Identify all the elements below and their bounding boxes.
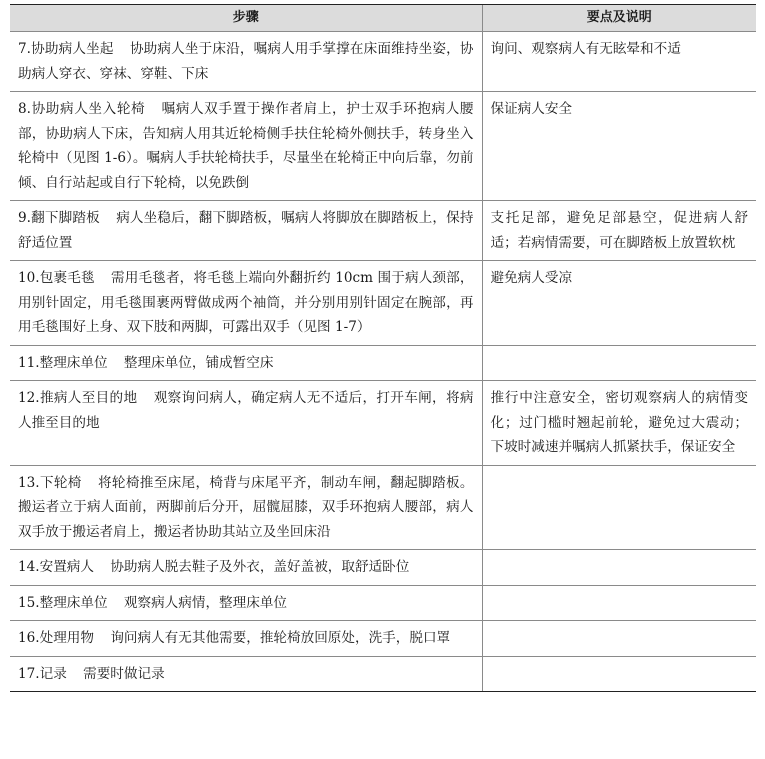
step-title: 7.协助病人坐起 [18, 41, 114, 57]
step-cell [10, 550, 482, 586]
note-cell [482, 465, 756, 550]
step-title: 11.整理床单位 [18, 354, 108, 371]
table-row [10, 92, 756, 201]
note-cell [482, 621, 756, 657]
step-text: 协助病人坐于床沿，嘱病人用手掌撑在床面维持坐姿，协助病人穿衣、穿袜、穿鞋、下床 [18, 41, 474, 82]
step-text: 观察病人病情，整理床单位 [123, 594, 288, 611]
table-row [10, 585, 756, 621]
note-cell: 避免病人受凉 [482, 261, 756, 346]
table-row [10, 465, 756, 550]
note-cell [482, 345, 756, 381]
step-text: 询问病人有无其他需要，推轮椅放回原处，洗手，脱口罩 [110, 630, 451, 646]
table-row [10, 656, 756, 692]
step-title: 15.整理床单位 [18, 594, 108, 611]
step-cell [10, 32, 482, 92]
step-text: 病人坐稳后，翻下脚踏板，嘱病人将脚放在脚踏板上，保持舒适位置 [18, 210, 474, 251]
step-cell [10, 656, 482, 692]
procedure-table [10, 4, 756, 692]
step-text: 需用毛毯者，将毛毯上端向外翻折约 10cm 围于病人颈部，用别针固定，用毛毯围裹两臂做成两个袖筒，并分别用别针固定在腕部，再用毛毯围好上身、双下肢和两脚，可露出双手（见图 1-7） [18, 270, 474, 335]
step-cell [10, 201, 482, 261]
step-title: 12.推病人至目的地 [18, 390, 138, 406]
step-cell [10, 585, 482, 621]
step-text: 观察询问病人，确定病人无不适后，打开车闸，将病人推至目的地 [18, 390, 474, 431]
step-title: 16.处理用物 [18, 630, 94, 646]
note-cell [482, 656, 756, 692]
table-row [10, 32, 756, 92]
table-row [10, 201, 756, 261]
note-cell [482, 550, 756, 586]
column-header-notes: 要点及说明 [482, 5, 756, 32]
step-cell [10, 92, 482, 201]
note-cell: 支托足部，避免足部悬空，促进病人舒适；若病情需要，可在脚踏板上放置软枕 [482, 201, 756, 261]
step-title: 17.记录 [18, 665, 67, 682]
step-text: 需要时做记录 [83, 665, 165, 682]
step-text: 嘱病人双手置于操作者肩上，护士双手环抱病人腰部，协助病人下床，告知病人用其近轮椅侧手扶住轮椅外侧扶手，转身坐入轮椅中（见图 1-6）。嘱病人手扶轮椅扶手，尽量坐在轮椅正中向后靠，勿前倾、自行站起或自行下轮椅，以免跌倒 [18, 101, 474, 191]
note-cell: 保证病人安全 [482, 92, 756, 201]
column-header-steps: 步骤 [10, 5, 482, 32]
table-header-row [10, 5, 756, 32]
note-cell: 询问、观察病人有无眩晕和不适 [482, 32, 756, 92]
step-cell [10, 465, 482, 550]
step-text: 协助病人脱去鞋子及外衣，盖好盖被，取舒适卧位 [110, 559, 410, 575]
table-row [10, 261, 756, 346]
step-title: 14.安置病人 [18, 559, 94, 575]
step-text: 将轮椅推至床尾，椅背与床尾平齐，制动车闸，翻起脚踏板。搬运者立于病人面前，两脚前后分开，屈髋屈膝，双手环抱病人腰部，病人双手放于搬运者肩上，搬运者协助其站立及坐回床沿 [18, 474, 474, 540]
step-text: 整理床单位，铺成暂空床 [123, 354, 274, 371]
note-cell [482, 585, 756, 621]
step-cell [10, 381, 482, 466]
table-row [10, 345, 756, 381]
step-title: 9.翻下脚踏板 [18, 210, 100, 226]
step-cell [10, 345, 482, 381]
step-cell [10, 261, 482, 346]
table-row [10, 381, 756, 466]
step-title: 10.包裹毛毯 [18, 270, 95, 286]
table-row [10, 621, 756, 657]
step-title: 13.下轮椅 [18, 474, 82, 491]
table-row [10, 550, 756, 586]
note-cell: 推行中注意安全，密切观察病人的病情变化；过门槛时翘起前轮，避免过大震动；下坡时减速并嘱病人抓紧扶手，保证安全 [482, 381, 756, 466]
step-cell [10, 621, 482, 657]
step-title: 8.协助病人坐入轮椅 [18, 101, 146, 117]
